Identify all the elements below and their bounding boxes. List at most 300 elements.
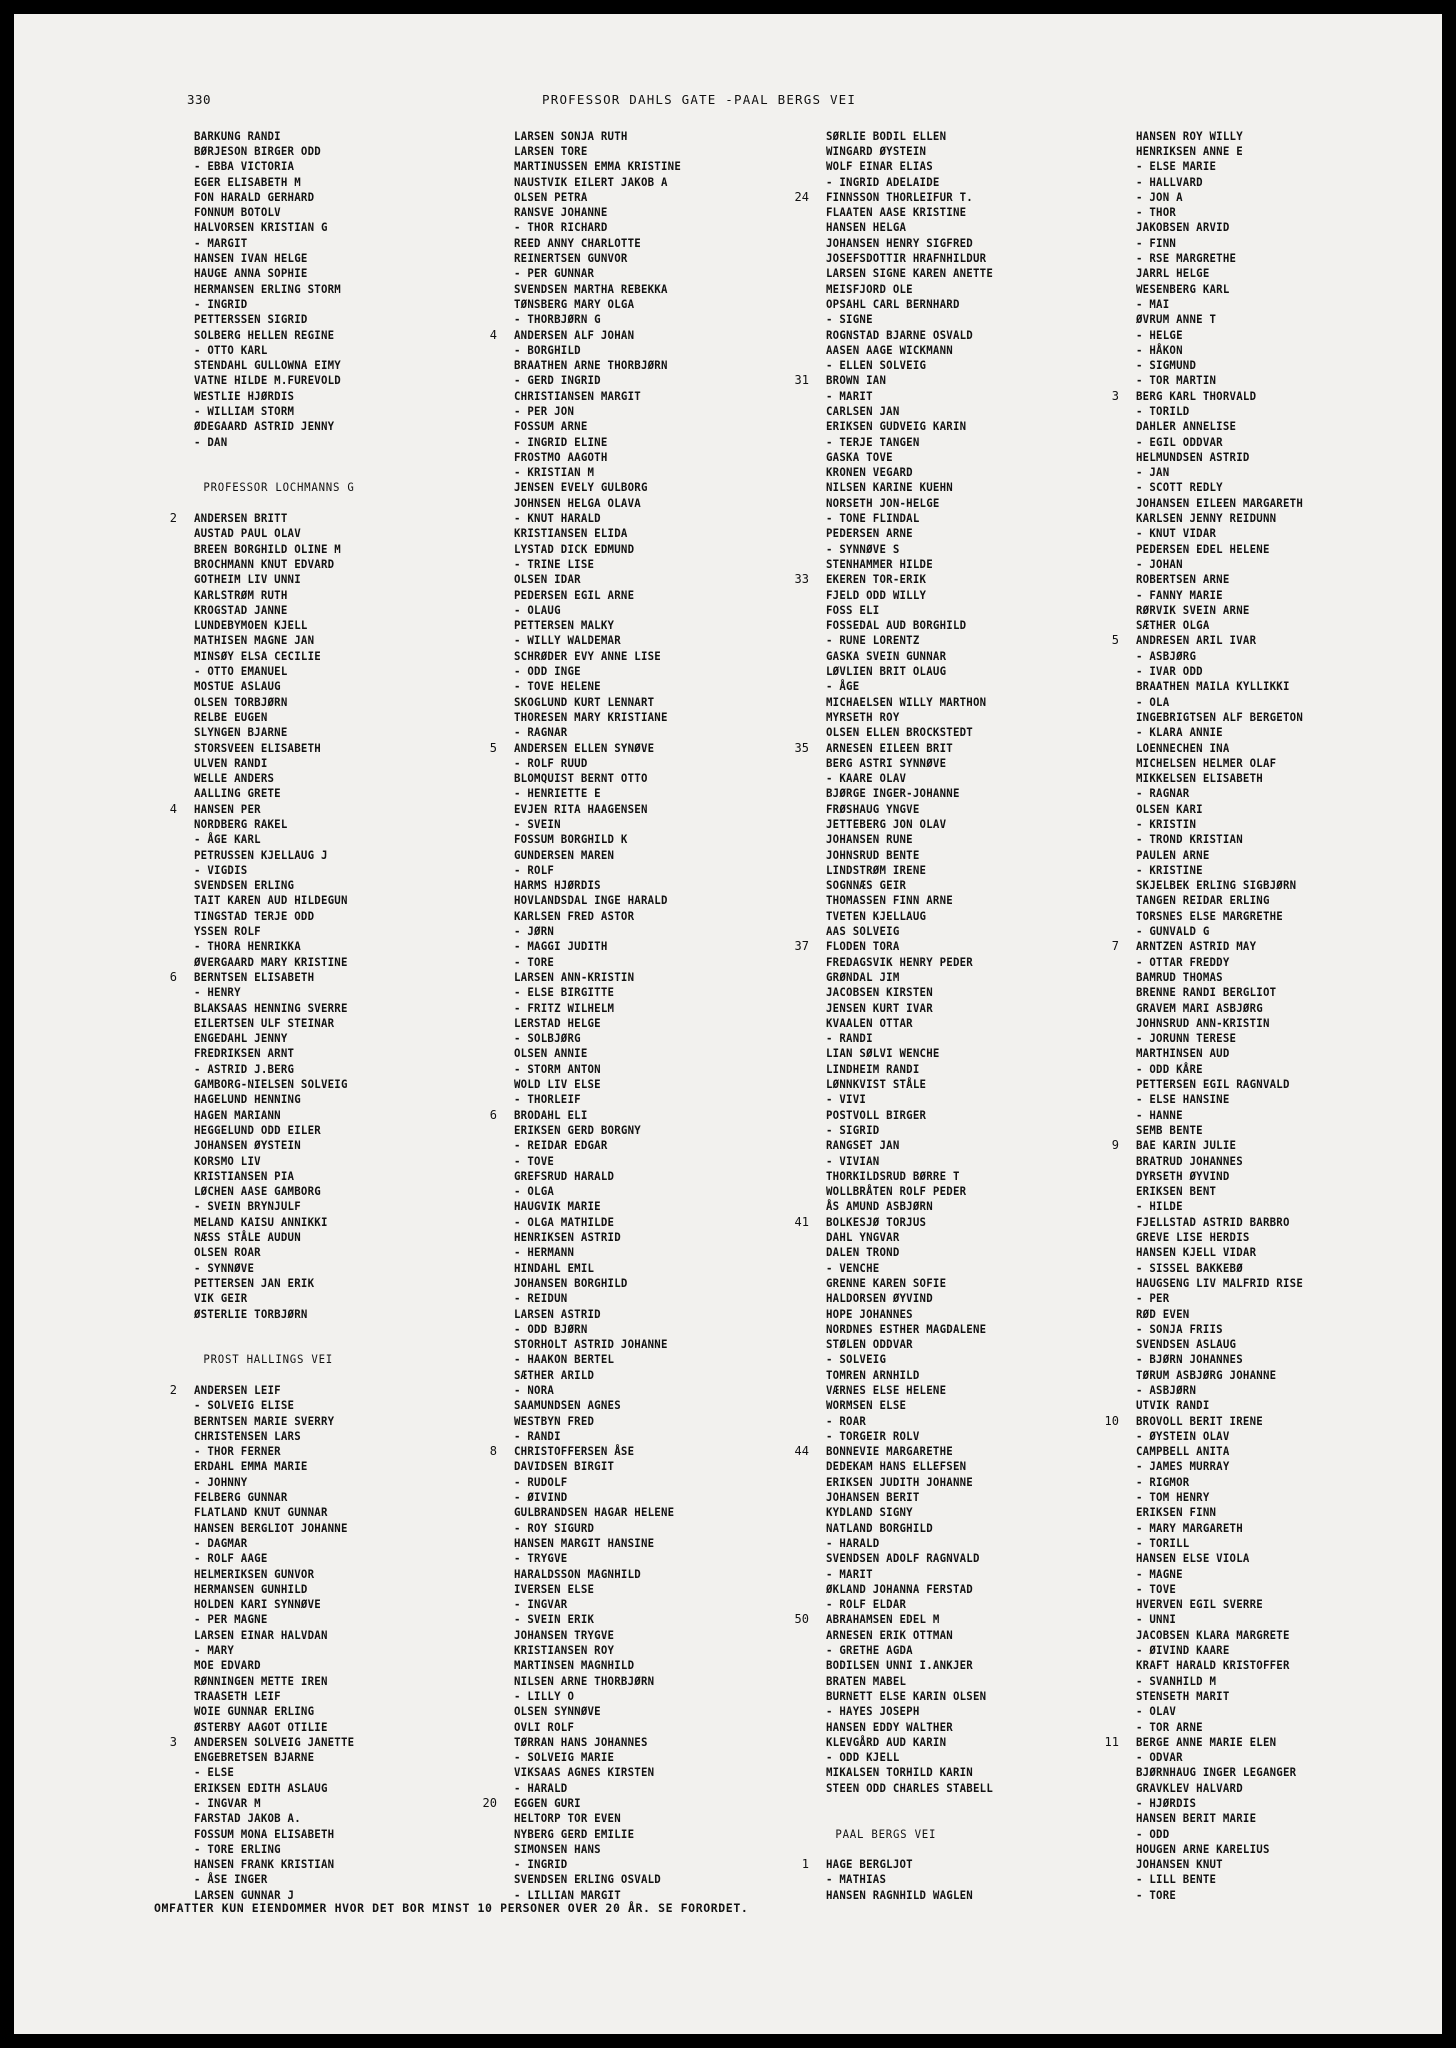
resident-name: LUNDEBYMOEN KJELL — [194, 618, 308, 633]
resident-name: WOIE GUNNAR ERLING — [194, 1704, 315, 1719]
resident-entry — [152, 556, 487, 571]
resident-entry — [152, 663, 487, 678]
resident-name: HANSEN PER — [194, 801, 261, 816]
resident-entry — [472, 1459, 807, 1474]
resident-name: BLAKSAAS HENNING SVERRE — [194, 1000, 348, 1015]
resident-entry — [152, 786, 487, 801]
resident-name: JAKOBSEN ARVID — [1136, 220, 1230, 235]
resident-name: - NORA — [514, 1382, 555, 1397]
resident-entry — [784, 1642, 1119, 1657]
resident-name: ARNESEN ERIK OTTMAN — [826, 1627, 953, 1642]
resident-name: - DAN — [194, 434, 228, 449]
resident-name: LYSTAD DICK EDMUND — [514, 541, 635, 556]
resident-entry — [784, 480, 1119, 495]
resident-entry — [152, 1597, 487, 1612]
resident-entry — [1094, 801, 1429, 816]
resident-entry — [472, 663, 807, 678]
resident-name: - RIGMOR — [1136, 1474, 1190, 1489]
resident-entry — [472, 694, 807, 709]
resident-name: BARKUNG RANDI — [194, 128, 281, 143]
house-number: 4 — [489, 327, 497, 342]
resident-entry — [152, 908, 487, 923]
resident-name: - PER GUNNAR — [514, 266, 595, 281]
resident-entry — [472, 342, 807, 357]
resident-entry — [784, 388, 1119, 403]
resident-name: - ROLF AAGE — [194, 1551, 268, 1566]
resident-name: ULVEN RANDI — [194, 755, 268, 770]
resident-name: BJØRGE INGER-JOHANNE — [826, 786, 960, 801]
resident-entry — [784, 725, 1119, 740]
resident-name: JENSEN EVELY GULBORG — [514, 480, 648, 495]
resident-name: - MARY — [194, 1643, 235, 1658]
resident-entry — [1094, 510, 1429, 525]
resident-entry — [1094, 1367, 1429, 1382]
resident-name: - RUDOLF — [514, 1474, 568, 1489]
resident-name: PEDERSEN EGIL ARNE — [514, 587, 635, 602]
resident-name: - TORE ERLING — [194, 1841, 281, 1856]
resident-entry — [784, 1352, 1119, 1367]
house-number: 50 — [794, 1612, 809, 1627]
resident-name: ANDERSEN BRITT — [194, 511, 288, 526]
resident-entry — [472, 143, 807, 158]
resident-entry — [784, 327, 1119, 342]
resident-entry — [784, 357, 1119, 372]
resident-entry — [1094, 1612, 1429, 1627]
resident-name: - GERD INGRID — [514, 373, 601, 388]
house-number: 41 — [794, 1214, 809, 1229]
resident-name: - SOLVEIG — [826, 1352, 887, 1367]
resident-name: NÆSS STÅLE AUDUN — [194, 1230, 301, 1245]
resident-entry — [472, 449, 807, 464]
resident-entry — [152, 1061, 487, 1076]
house-number: 7 — [1111, 939, 1119, 954]
resident-name: SEMB BENTE — [1136, 1122, 1203, 1137]
resident-entry — [472, 1642, 807, 1657]
resident-name: - REIDAR EDGAR — [514, 1138, 608, 1153]
resident-name: STEEN ODD CHARLES STABELL — [826, 1780, 994, 1795]
resident-entry — [1094, 1138, 1429, 1153]
resident-name: FJELLSTAD ASTRID BARBRO — [1136, 1214, 1290, 1229]
resident-entry — [784, 1031, 1119, 1046]
resident-name: - TOR MARTIN — [1136, 373, 1217, 388]
resident-entry — [1094, 465, 1429, 480]
resident-entry — [152, 1031, 487, 1046]
resident-entry — [152, 1199, 487, 1214]
resident-entry — [1094, 694, 1429, 709]
resident-entry — [784, 1168, 1119, 1183]
resident-entry — [472, 1811, 807, 1826]
resident-name: SVENDSEN MARTHA REBEKKA — [514, 281, 668, 296]
resident-entry — [152, 602, 487, 617]
resident-name: THORESEN MARY KRISTIANE — [514, 709, 668, 724]
resident-name: PETTERSEN MALKY — [514, 618, 615, 633]
resident-entry — [472, 1076, 807, 1091]
resident-entry — [472, 403, 807, 418]
resident-name: - MATHIAS — [826, 1872, 887, 1887]
resident-entry — [784, 1566, 1119, 1581]
resident-name: KARLSEN FRED ASTOR — [514, 908, 635, 923]
resident-entry — [784, 204, 1119, 219]
resident-name: ØSTERBY AAGOT OTILIE — [194, 1719, 328, 1734]
resident-name: ERIKSEN JUDITH JOHANNE — [826, 1474, 973, 1489]
resident-name: TAIT KAREN AUD HILDEGUN — [194, 893, 348, 908]
resident-entry — [1094, 281, 1429, 296]
resident-entry — [784, 985, 1119, 1000]
resident-entry — [784, 250, 1119, 265]
resident-entry — [784, 969, 1119, 984]
resident-entry — [152, 1459, 487, 1474]
resident-entry — [152, 1291, 487, 1306]
resident-name: LARSEN ANN-KRISTIN — [514, 969, 635, 984]
resident-entry — [1094, 204, 1429, 219]
resident-name: MARTINUSSEN EMMA KRISTINE — [514, 159, 682, 174]
blank-line — [152, 1336, 487, 1351]
resident-name: - OTTAR FREDDY — [1136, 954, 1230, 969]
resident-entry — [472, 1658, 807, 1673]
resident-entry — [784, 908, 1119, 923]
resident-entry — [152, 893, 487, 908]
resident-entry — [784, 189, 1119, 204]
directory-page — [14, 14, 1442, 2034]
resident-entry — [784, 1597, 1119, 1612]
resident-entry — [1094, 1841, 1429, 1856]
resident-entry — [784, 755, 1119, 770]
resident-entry — [784, 1245, 1119, 1260]
resident-name: FREDAGSVIK HENRY PEDER — [826, 954, 973, 969]
resident-name: ARNESEN EILEEN BRIT — [826, 740, 953, 755]
resident-name: ERDAHL EMMA MARIE — [194, 1459, 308, 1474]
resident-entry — [784, 862, 1119, 877]
resident-entry — [784, 143, 1119, 158]
resident-entry — [1094, 1520, 1429, 1535]
resident-entry — [152, 587, 487, 602]
resident-entry — [472, 1382, 807, 1397]
house-number: 37 — [794, 939, 809, 954]
resident-name: HANSEN HELGA — [826, 220, 907, 235]
resident-entry — [1094, 679, 1429, 694]
resident-name: GUNDERSEN MAREN — [514, 847, 615, 862]
resident-entry — [1094, 1887, 1429, 1902]
resident-name: WOLD LIV ELSE — [514, 1077, 601, 1092]
resident-name: CHRISTENSEN LARS — [194, 1428, 301, 1443]
resident-name: TØRUM ASBJØRG JOHANNE — [1136, 1367, 1277, 1382]
resident-name: HVERVEN EGIL SVERRE — [1136, 1597, 1263, 1612]
resident-entry — [472, 1291, 807, 1306]
resident-name: OLSEN KARI — [1136, 801, 1203, 816]
resident-name: HARALDSSON MAGNHILD — [514, 1566, 641, 1581]
resident-entry — [784, 526, 1119, 541]
resident-entry — [472, 1153, 807, 1168]
resident-entry — [1094, 1749, 1429, 1764]
resident-entry — [784, 449, 1119, 464]
resident-entry — [784, 373, 1119, 388]
resident-name: - MAGGI JUDITH — [514, 939, 608, 954]
resident-entry — [1094, 1780, 1429, 1795]
resident-entry — [152, 419, 487, 434]
resident-entry — [784, 1612, 1119, 1627]
house-number: 8 — [489, 1444, 497, 1459]
resident-name: WESTLIE HJØRDIS — [194, 388, 295, 403]
resident-name: EKEREN TOR-ERIK — [826, 572, 927, 587]
resident-name: - JØRN — [514, 924, 555, 939]
resident-entry — [472, 1275, 807, 1290]
resident-name: BREEN BORGHILD OLINE M — [194, 541, 341, 556]
resident-name: BRODAHL ELI — [514, 1107, 588, 1122]
resident-name: - TOM HENRY — [1136, 1490, 1210, 1505]
resident-entry — [784, 1704, 1119, 1719]
resident-name: TINGSTAD TERJE ODD — [194, 908, 315, 923]
resident-name: - DAGMAR — [194, 1535, 248, 1550]
resident-name: - RAGNAR — [1136, 786, 1190, 801]
resident-entry — [1094, 480, 1429, 495]
resident-entry — [152, 1719, 487, 1734]
street-heading — [152, 1352, 487, 1367]
resident-name: - ROLF ELDAR — [826, 1597, 907, 1612]
column-2 — [472, 128, 807, 1902]
resident-entry — [152, 1780, 487, 1795]
resident-entry — [1094, 1597, 1429, 1612]
resident-entry — [472, 1015, 807, 1030]
resident-name: - ROY SIGURD — [514, 1520, 595, 1535]
resident-name: PETTERSEN JAN ERIK — [194, 1275, 315, 1290]
resident-entry — [472, 1581, 807, 1596]
resident-name: - ODD — [1136, 1826, 1170, 1841]
resident-entry — [152, 740, 487, 755]
resident-entry — [784, 770, 1119, 785]
resident-entry — [472, 1673, 807, 1688]
resident-entry — [152, 878, 487, 893]
resident-entry — [152, 510, 487, 525]
resident-entry — [784, 694, 1119, 709]
resident-entry — [152, 1749, 487, 1764]
resident-name: - EBBA VICTORIA — [194, 159, 295, 174]
resident-entry — [152, 1444, 487, 1459]
resident-name: KARLSEN JENNY REIDUNN — [1136, 511, 1277, 526]
resident-name: ROGNSTAD BJARNE OSVALD — [826, 327, 973, 342]
resident-entry — [472, 1306, 807, 1321]
resident-entry — [152, 1153, 487, 1168]
resident-name: CAMPBELL ANITA — [1136, 1444, 1230, 1459]
resident-name: LERSTAD HELGE — [514, 1015, 601, 1030]
house-number: 4 — [169, 801, 177, 816]
resident-entry — [472, 1688, 807, 1703]
resident-entry — [152, 1214, 487, 1229]
resident-entry — [1094, 725, 1429, 740]
house-number: 3 — [169, 1734, 177, 1749]
resident-name: VÆRNES ELSE HELENE — [826, 1382, 947, 1397]
resident-name: PETTERSSEN SIGRID — [194, 312, 308, 327]
resident-entry — [1094, 220, 1429, 235]
resident-name: BRATRUD JOHANNES — [1136, 1153, 1243, 1168]
page-title: PROFESSOR DAHLS GATE -PAAL BERGS VEI — [542, 92, 857, 107]
resident-entry — [152, 1826, 487, 1841]
resident-name: OVLI ROLF — [514, 1719, 575, 1734]
resident-entry — [152, 1535, 487, 1550]
resident-name: JOHANSEN BORGHILD — [514, 1275, 628, 1290]
resident-entry — [1094, 1031, 1429, 1046]
resident-entry — [1094, 526, 1429, 541]
resident-name: - ROLF RUUD — [514, 755, 588, 770]
resident-entry — [1094, 1734, 1429, 1749]
resident-entry — [472, 648, 807, 663]
resident-name: HANSEN MARGIT HANSINE — [514, 1535, 655, 1550]
resident-name: THORKILDSRUD BØRRE T — [826, 1168, 960, 1183]
resident-name: FLAATEN AASE KRISTINE — [826, 205, 967, 220]
resident-name: - THOR RICHARD — [514, 220, 608, 235]
resident-entry — [1094, 1459, 1429, 1474]
resident-entry — [1094, 1474, 1429, 1489]
resident-entry — [152, 250, 487, 265]
resident-entry — [784, 801, 1119, 816]
resident-name: TANGEN REIDAR ERLING — [1136, 893, 1270, 908]
house-number: 35 — [794, 740, 809, 755]
resident-entry — [1094, 587, 1429, 602]
resident-entry — [472, 1749, 807, 1764]
resident-name: CHRISTOFFERSEN ÅSE — [514, 1444, 635, 1459]
resident-name: - OLA — [1136, 694, 1170, 709]
resident-name: - INGRID ADELAIDE — [826, 174, 940, 189]
resident-name: BLOMQUIST BERNT OTTO — [514, 771, 648, 786]
house-number: 10 — [1104, 1413, 1119, 1428]
resident-name: LARSEN ASTRID — [514, 1306, 601, 1321]
resident-entry — [472, 1535, 807, 1550]
resident-name: VIK GEIR — [194, 1291, 248, 1306]
resident-name: - SOLVEIG ELISE — [194, 1398, 295, 1413]
resident-name: JOHANSEN ØYSTEIN — [194, 1138, 301, 1153]
house-number: 31 — [794, 373, 809, 388]
resident-name: AUSTAD PAUL OLAV — [194, 526, 301, 541]
resident-entry — [1094, 740, 1429, 755]
resident-entry — [472, 1245, 807, 1260]
house-number: 11 — [1104, 1734, 1119, 1749]
resident-name: - MARIT — [826, 388, 873, 403]
resident-entry — [1094, 954, 1429, 969]
resident-entry — [784, 128, 1119, 143]
resident-name: - JAN — [1136, 465, 1170, 480]
resident-name: JOHNSEN HELGA OLAVA — [514, 495, 641, 510]
resident-entry — [1094, 1168, 1429, 1183]
resident-entry — [152, 1428, 487, 1443]
resident-name: SIMONSEN HANS — [514, 1841, 601, 1856]
resident-entry — [472, 1352, 807, 1367]
resident-name: NAUSTVIK EILERT JAKOB A — [514, 174, 668, 189]
resident-entry — [152, 755, 487, 770]
resident-entry — [472, 1857, 807, 1872]
resident-name: EILERTSEN ULF STEINAR — [194, 1015, 335, 1030]
resident-name: GRØNDAL JIM — [826, 969, 900, 984]
resident-name: HANSEN IVAN HELGE — [194, 251, 308, 266]
resident-entry — [152, 189, 487, 204]
resident-name: - ROLF — [514, 862, 555, 877]
resident-entry — [1094, 419, 1429, 434]
resident-entry — [152, 1551, 487, 1566]
resident-entry — [1094, 1000, 1429, 1015]
resident-name: - KRISTINE — [1136, 862, 1203, 877]
resident-entry — [784, 572, 1119, 587]
resident-entry — [1094, 893, 1429, 908]
blank-line — [152, 465, 487, 480]
house-number: 5 — [1111, 633, 1119, 648]
resident-entry — [152, 1612, 487, 1627]
resident-entry — [1094, 755, 1429, 770]
resident-entry — [152, 725, 487, 740]
resident-entry — [784, 1367, 1119, 1382]
resident-name: REINERTSEN GUNVOR — [514, 251, 628, 266]
resident-entry — [152, 1581, 487, 1596]
resident-name: - INGVAR — [514, 1597, 568, 1612]
resident-entry — [1094, 1015, 1429, 1030]
resident-name: RØNNINGEN METTE IREN — [194, 1673, 328, 1688]
resident-entry — [1094, 1428, 1429, 1443]
resident-entry — [1094, 602, 1429, 617]
resident-entry — [472, 327, 807, 342]
resident-entry — [472, 526, 807, 541]
resident-name: - MAI — [1136, 296, 1170, 311]
resident-entry — [1094, 1413, 1429, 1428]
resident-entry — [1094, 174, 1429, 189]
resident-entry — [152, 220, 487, 235]
resident-name: LARSEN TORE — [514, 143, 588, 158]
resident-entry — [152, 128, 487, 143]
resident-name: OLSEN SYNNØVE — [514, 1704, 601, 1719]
resident-name: HANSEN KJELL VIDAR — [1136, 1245, 1257, 1260]
resident-entry — [1094, 1076, 1429, 1091]
resident-entry — [784, 1321, 1119, 1336]
resident-name: BURNETT ELSE KARIN OLSEN — [826, 1688, 987, 1703]
resident-name: - GUNVALD G — [1136, 924, 1210, 939]
resident-entry — [784, 1872, 1119, 1887]
resident-entry — [784, 1765, 1119, 1780]
resident-entry — [472, 587, 807, 602]
resident-entry — [784, 1138, 1119, 1153]
resident-entry — [152, 862, 487, 877]
resident-name: OLSEN IDAR — [514, 572, 581, 587]
resident-name: CHRISTIANSEN MARGIT — [514, 388, 641, 403]
resident-name: HOPE JOHANNES — [826, 1306, 913, 1321]
resident-name: DALEN TROND — [826, 1245, 900, 1260]
resident-name: HANSEN BERIT MARIE — [1136, 1811, 1257, 1826]
resident-entry — [784, 1306, 1119, 1321]
resident-entry — [784, 1627, 1119, 1642]
resident-name: ERIKSEN GERD BORGNY — [514, 1122, 641, 1137]
resident-entry — [152, 1138, 487, 1153]
resident-name: - ODD KÅRE — [1136, 1061, 1203, 1076]
resident-entry — [152, 1229, 487, 1244]
resident-name: - HAAKON BERTEL — [514, 1352, 615, 1367]
resident-entry — [472, 1428, 807, 1443]
resident-entry — [1094, 1321, 1429, 1336]
resident-entry — [1094, 908, 1429, 923]
resident-entry — [784, 174, 1119, 189]
resident-name: - INGRID ELINE — [514, 434, 608, 449]
resident-entry — [472, 1092, 807, 1107]
resident-entry — [472, 801, 807, 816]
resident-name: SLYNGEN BJARNE — [194, 725, 288, 740]
resident-name: WINGARD ØYSTEIN — [826, 143, 927, 158]
resident-name: STORHOLT ASTRID JOHANNE — [514, 1337, 668, 1352]
resident-name: FARSTAD JAKOB A. — [194, 1811, 301, 1826]
resident-entry — [1094, 1704, 1429, 1719]
house-number: 6 — [169, 969, 177, 984]
resident-name: ERIKSEN FINN — [1136, 1505, 1217, 1520]
resident-name: LIAN SØLVI WENCHE — [826, 1046, 940, 1061]
resident-name: OLSEN ANNIE — [514, 1046, 588, 1061]
resident-entry — [784, 541, 1119, 556]
resident-entry — [152, 526, 487, 541]
resident-name: BROWN IAN — [826, 373, 887, 388]
resident-name: - JOHAN — [1136, 556, 1183, 571]
resident-entry — [784, 602, 1119, 617]
